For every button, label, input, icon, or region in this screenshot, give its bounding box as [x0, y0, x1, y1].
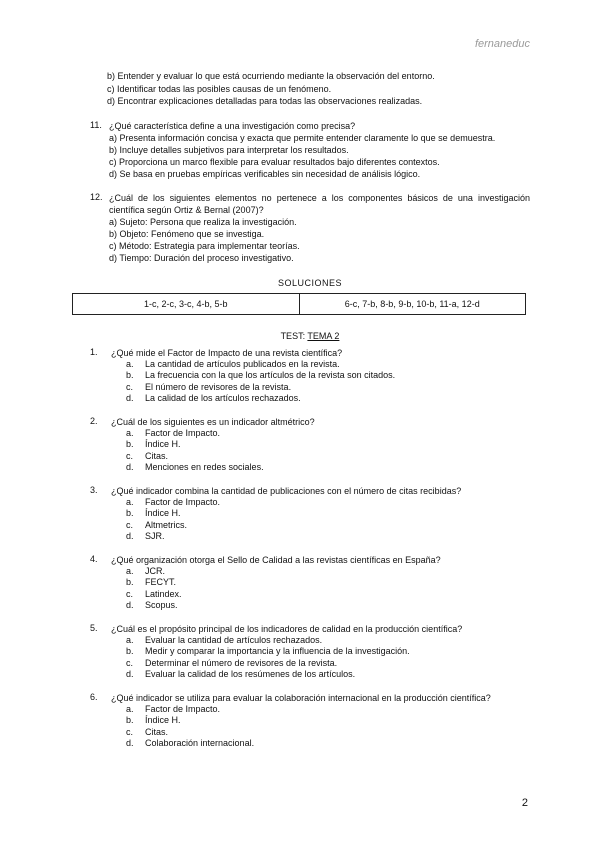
question-item: [90, 554, 530, 612]
question-text: ¿Qué indicador se utiliza para evaluar la colaboración internacional en la producción científica?: [111, 692, 491, 703]
option-text: Determinar el número de revisores de la revista.: [145, 657, 338, 668]
answer-option: b) Incluye detalles subjetivos para interpretar los resultados.: [109, 144, 349, 155]
answer-option: [126, 462, 530, 474]
question-text: ¿Cuál de los siguientes elementos no pertenece a los componentes básicos de una investigación científica según Ortiz & Bernal (2007)?: [109, 192, 530, 215]
answer-option: [126, 727, 530, 739]
answer-option: [126, 600, 530, 612]
option-text: Citas.: [145, 726, 169, 737]
option-text: Factor de Impacto.: [145, 703, 221, 714]
answer-option: [126, 497, 530, 509]
tema-label: TEMA 2: [307, 330, 340, 341]
option-text: La frecuencia con la que los artículos de la revista son citados.: [145, 370, 396, 380]
question-text: ¿Qué mide el Factor de Impacto de una revista científica?: [111, 347, 343, 358]
solutions-cell-left: 1-c, 2-c, 3-c, 4-b, 5-b: [73, 293, 300, 314]
question-item: [90, 485, 530, 543]
answer-option: [126, 359, 530, 371]
question-item: [90, 347, 530, 405]
option-text: FECYT.: [145, 577, 177, 587]
option-text: JCR.: [145, 565, 165, 576]
question-number: 11.: [90, 119, 102, 130]
option-letter: a.: [126, 703, 134, 714]
option-text: Altmetrics.: [145, 519, 188, 530]
answer-option: [126, 669, 530, 681]
question-number: 3.: [90, 484, 98, 495]
option-letter: b.: [126, 370, 134, 380]
option-text: Latindex.: [145, 588, 182, 599]
answer-option: [126, 738, 530, 750]
answer-option: [126, 577, 530, 589]
answer-option: [126, 439, 530, 451]
answer-option: [126, 382, 530, 394]
answer-option: [126, 451, 530, 463]
solutions-cell-right: 6-c, 7-b, 8-b, 9-b, 10-b, 11-a, 12-d: [299, 293, 526, 314]
option-letter: b.: [126, 715, 134, 725]
answer-option: [126, 531, 530, 543]
answer-option: d) Encontrar explicaciones detalladas para todas las observaciones realizadas.: [107, 96, 423, 106]
option-text: Evaluar la cantidad de artículos rechazados.: [145, 634, 323, 645]
option-letter: d.: [126, 738, 134, 748]
question-item: [90, 692, 530, 750]
answer-option: [126, 428, 530, 440]
option-text: Índice H.: [145, 715, 181, 725]
answer-option: b) Entender y evaluar lo que está ocurriendo mediante la observación del entorno.: [107, 71, 435, 81]
answer-option: [126, 566, 530, 578]
test-prefix: TEST:: [280, 330, 308, 341]
option-text: Evaluar la calidad de los resúmenes de los artículos.: [145, 669, 356, 679]
option-text: Medir y comparar la importancia y la influencia de la investigación.: [145, 646, 410, 656]
option-letter: c.: [126, 588, 134, 599]
test-title: [90, 331, 530, 341]
option-letter: a.: [126, 427, 134, 438]
answer-option: a) Presenta información concisa y exacta que permite entender claramente lo que se demuestra.: [109, 132, 496, 143]
answer-option: a) Sujeto: Persona que realiza la investigación.: [109, 216, 297, 227]
answer-option: c) Identificar todas las posibles causas de un fenómeno.: [107, 83, 332, 94]
option-letter: c.: [126, 450, 134, 461]
question-item: [90, 623, 530, 681]
option-text: Menciones en redes sociales.: [145, 462, 264, 472]
question-text: ¿Cuál es el propósito principal de los indicadores de calidad en la producción científica?: [111, 623, 463, 634]
answer-option: [126, 508, 530, 520]
question-text: ¿Qué organización otorga el Sello de Calidad a las revistas científicas en España?: [111, 554, 441, 565]
option-text: Colaboración internacional.: [145, 738, 255, 748]
option-letter: d.: [126, 600, 134, 610]
option-letter: c.: [126, 381, 134, 392]
page-number: 2: [521, 797, 528, 809]
option-text: La cantidad de artículos publicados en la revista.: [145, 358, 340, 369]
solutions-table: [72, 293, 526, 315]
option-text: Factor de Impacto.: [145, 496, 221, 507]
answer-option: c) Método: Estrategia para implementar teorías.: [109, 240, 300, 251]
answer-option: c) Proporciona un marco flexible para evaluar resultados bajo diferentes contextos.: [109, 156, 440, 167]
answer-option: [126, 704, 530, 716]
option-letter: d.: [126, 531, 134, 541]
answer-option: [126, 589, 530, 601]
option-letter: c.: [126, 519, 134, 530]
author-header: fernaneduc: [474, 38, 530, 50]
question-number: 12.: [90, 191, 103, 202]
question-text: ¿Qué característica define a una investigación como precisa?: [109, 120, 356, 131]
option-text: SJR.: [145, 531, 165, 541]
option-letter: c.: [126, 657, 134, 668]
question-text: ¿Qué indicador combina la cantidad de publicaciones con el número de citas recibidas?: [111, 485, 462, 496]
option-letter: c.: [126, 726, 134, 737]
option-letter: d.: [126, 462, 134, 472]
option-text: Índice H.: [145, 508, 181, 518]
answer-option: [126, 715, 530, 727]
answer-option: d) Se basa en pruebas empíricas verificables sin necesidad de análisis lógico.: [109, 168, 421, 179]
answer-option: [126, 370, 530, 382]
option-text: La calidad de los artículos rechazados.: [145, 393, 301, 403]
answer-option: [126, 658, 530, 670]
top-options: [90, 70, 530, 108]
answer-option: [126, 393, 530, 405]
option-text: Scopus.: [145, 600, 178, 610]
option-text: El número de revisores de la revista.: [145, 381, 292, 392]
question-number: 5.: [90, 622, 98, 633]
option-letter: a.: [126, 565, 134, 576]
solutions-title: SOLUCIONES: [277, 277, 342, 288]
option-text: Factor de Impacto.: [145, 427, 221, 438]
option-letter: d.: [126, 669, 134, 679]
option-letter: a.: [126, 496, 134, 507]
answer-option: b) Objeto: Fenómeno que se investiga.: [109, 228, 265, 239]
option-letter: d.: [126, 393, 134, 403]
question-text: ¿Cuál de los siguientes es un indicador altmétrico?: [111, 416, 315, 427]
question-number: 6.: [90, 691, 98, 702]
answer-option: [126, 635, 530, 647]
question-number: 4.: [90, 553, 98, 564]
option-letter: b.: [126, 508, 134, 518]
answer-option: [126, 646, 530, 658]
question-11: [90, 120, 530, 180]
option-text: Citas.: [145, 450, 169, 461]
option-letter: b.: [126, 439, 134, 449]
test2-question-list: [90, 347, 530, 750]
question-12: [90, 192, 530, 264]
option-letter: b.: [126, 646, 134, 656]
page-content: [90, 70, 530, 761]
answer-option: [126, 520, 530, 532]
option-text: Índice H.: [145, 439, 181, 449]
question-number: 2.: [90, 415, 98, 426]
option-letter: a.: [126, 634, 134, 645]
option-letter: b.: [126, 577, 134, 587]
question-item: [90, 416, 530, 474]
question-number: 1.: [90, 346, 98, 357]
answer-option: d) Tiempo: Duración del proceso investigativo.: [109, 252, 294, 263]
option-letter: a.: [126, 358, 134, 369]
